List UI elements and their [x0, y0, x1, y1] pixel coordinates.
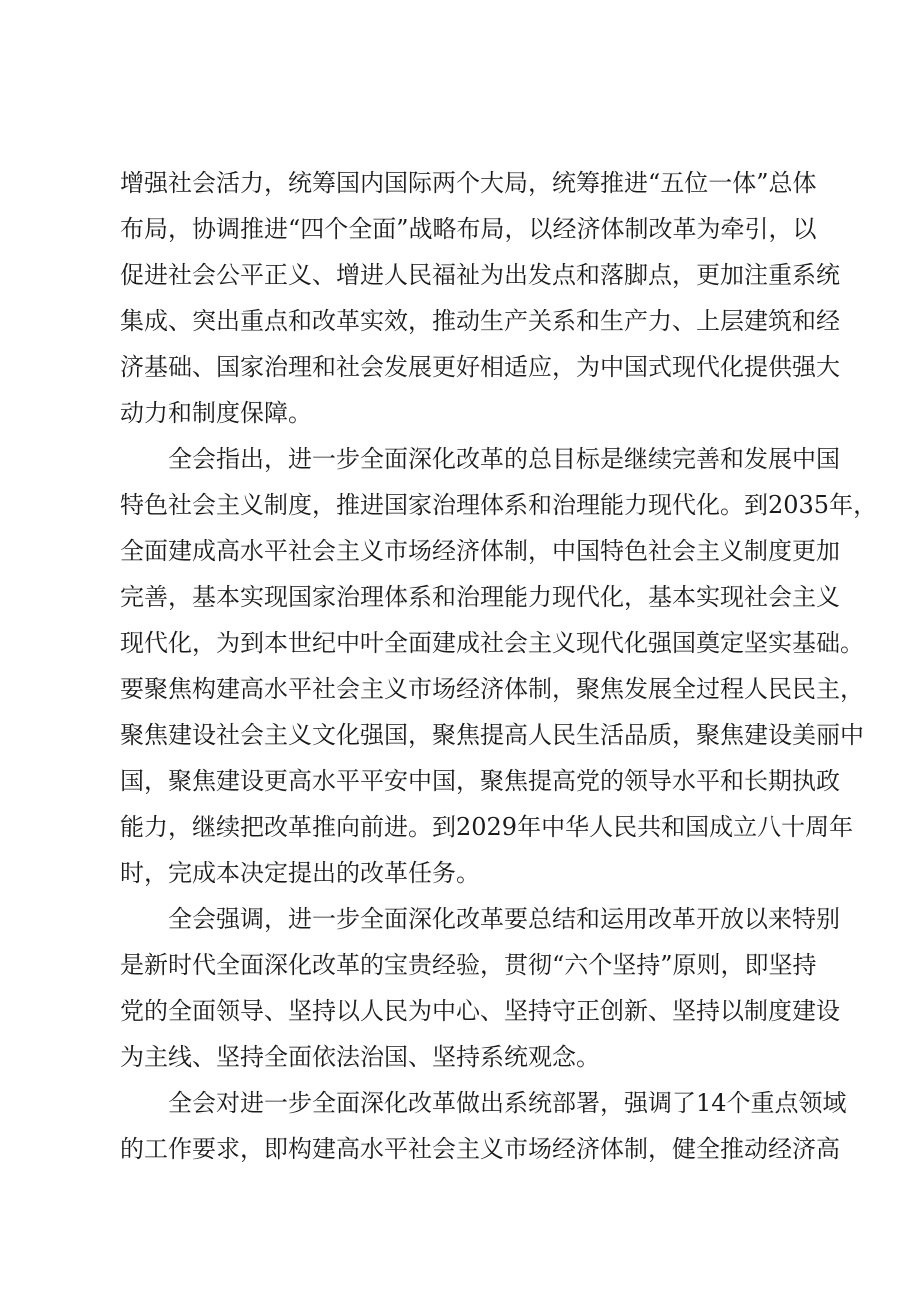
text-line: 增强社会活力，统筹国内国际两个大局，统筹推进“五位一体”总体 [120, 169, 817, 197]
text-line: 党的全面领导、坚持以人民为中心、坚持守正创新、坚持以制度建设 [120, 997, 840, 1025]
text-line: 现代化，为到本世纪中叶全面建成社会主义现代化强国奠定坚实基础。 [120, 629, 864, 657]
text-line: 完善，基本实现国家治理体系和治理能力现代化，基本实现社会主义 [120, 583, 840, 611]
text-line: 聚焦建设社会主义文化强国，聚焦提高人民生活品质，聚焦建设美丽中 [120, 721, 864, 749]
text-line: 全会强调，进一步全面深化改革要总结和运用改革开放以来特别 [168, 905, 840, 933]
text-line: 要聚焦构建高水平社会主义市场经济体制，聚焦发展全过程人民民主， [120, 675, 864, 703]
text-line: 的工作要求，即构建高水平社会主义市场经济体制，健全推动经济高 [120, 1135, 840, 1163]
text-line: 是新时代全面深化改革的宝贵经验，贯彻“六个坚持”原则，即坚持 [120, 951, 817, 979]
text-line: 济基础、国家治理和社会发展更好相适应，为中国式现代化提供强大 [120, 353, 840, 381]
text-line: 时，完成本决定提出的改革任务。 [120, 859, 480, 887]
text-line: 能力，继续把改革推向前进。到2029年中华人民共和国成立八十周年 [120, 813, 854, 841]
text-line: 为主线、坚持全面依法治国、坚持系统观念。 [120, 1043, 600, 1071]
text-line: 国，聚焦建设更高水平平安中国，聚焦提高党的领导水平和长期执政 [120, 767, 840, 795]
text-line: 特色社会主义制度，推进国家治理体系和治理能力现代化。到2035年， [120, 491, 878, 519]
text-line: 动力和制度保障。 [120, 399, 312, 427]
text-line: 集成、突出重点和改革实效，推动生产关系和生产力、上层建筑和经 [120, 307, 840, 335]
text-line: 布局，协调推进“四个全面”战略布局，以经济体制改革为牵引，以 [120, 215, 817, 243]
text-line: 全面建成高水平社会主义市场经济体制，中国特色社会主义制度更加 [120, 537, 840, 565]
text-line: 全会对进一步全面深化改革做出系统部署，强调了14个重点领域 [168, 1089, 847, 1117]
text-line: 促进社会公平正义、增进人民福祉为出发点和落脚点，更加注重系统 [120, 261, 840, 289]
text-line: 全会指出，进一步全面深化改革的总目标是继续完善和发展中国 [168, 445, 840, 473]
